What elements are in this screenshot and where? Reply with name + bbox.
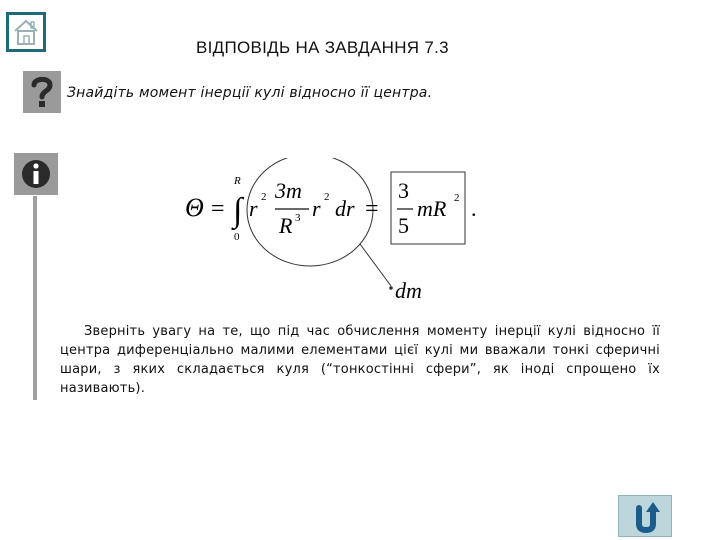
dr-symbol: dr — [335, 196, 355, 221]
fraction1-denominator-exponent: 3 — [295, 212, 301, 224]
info-icon — [14, 153, 58, 195]
equals-sign-2: = — [365, 196, 379, 222]
dm-pointer-line — [360, 244, 391, 286]
r-symbol-1: r — [249, 196, 258, 221]
integral-sign: ∫ — [233, 192, 243, 229]
info-badge — [14, 153, 58, 195]
home-button[interactable] — [6, 12, 46, 52]
mR-symbol: mR — [417, 196, 447, 221]
r-symbol-2: r — [312, 196, 321, 221]
question-badge — [23, 71, 61, 113]
lower-limit: 0 — [234, 231, 240, 243]
fraction1-numerator: 3m — [275, 178, 302, 203]
r-exponent-2: 2 — [324, 191, 330, 203]
explanation-paragraph: Зверніть увагу на те, що під час обчислення моменту інерції кулі відносно її центра диференціально малими елементами цієї кулі ми вважали тонкі сферичні шари, з яких складається куля (“тонкостінні сфери”, як іноді спрощено їх називають). — [60, 324, 660, 396]
page-title: ВІДПОВІДЬ НА ЗАВДАННЯ 7.3 — [196, 38, 449, 57]
moment-of-inertia-formula — [175, 158, 495, 308]
return-arrow-icon — [619, 496, 673, 538]
upper-limit: R — [234, 175, 241, 187]
r-exponent-1: 2 — [261, 191, 267, 203]
question-icon — [23, 71, 61, 113]
vertical-divider — [33, 196, 37, 400]
home-icon — [9, 15, 43, 49]
theta-symbol: Θ — [185, 193, 204, 222]
fraction2-numerator: 3 — [398, 178, 409, 203]
fraction1-denominator: R — [279, 213, 293, 238]
question-text: Знайдіть момент інерції кулі відносно її центра. — [67, 85, 433, 101]
dm-label: dm — [395, 278, 422, 303]
dm-pointer-dot — [389, 286, 393, 290]
mR-exponent: 2 — [454, 192, 460, 204]
return-button[interactable] — [618, 495, 672, 537]
equals-sign-1: = — [211, 196, 225, 222]
fraction2-denominator: 5 — [398, 213, 409, 238]
formula-period: . — [471, 196, 477, 221]
